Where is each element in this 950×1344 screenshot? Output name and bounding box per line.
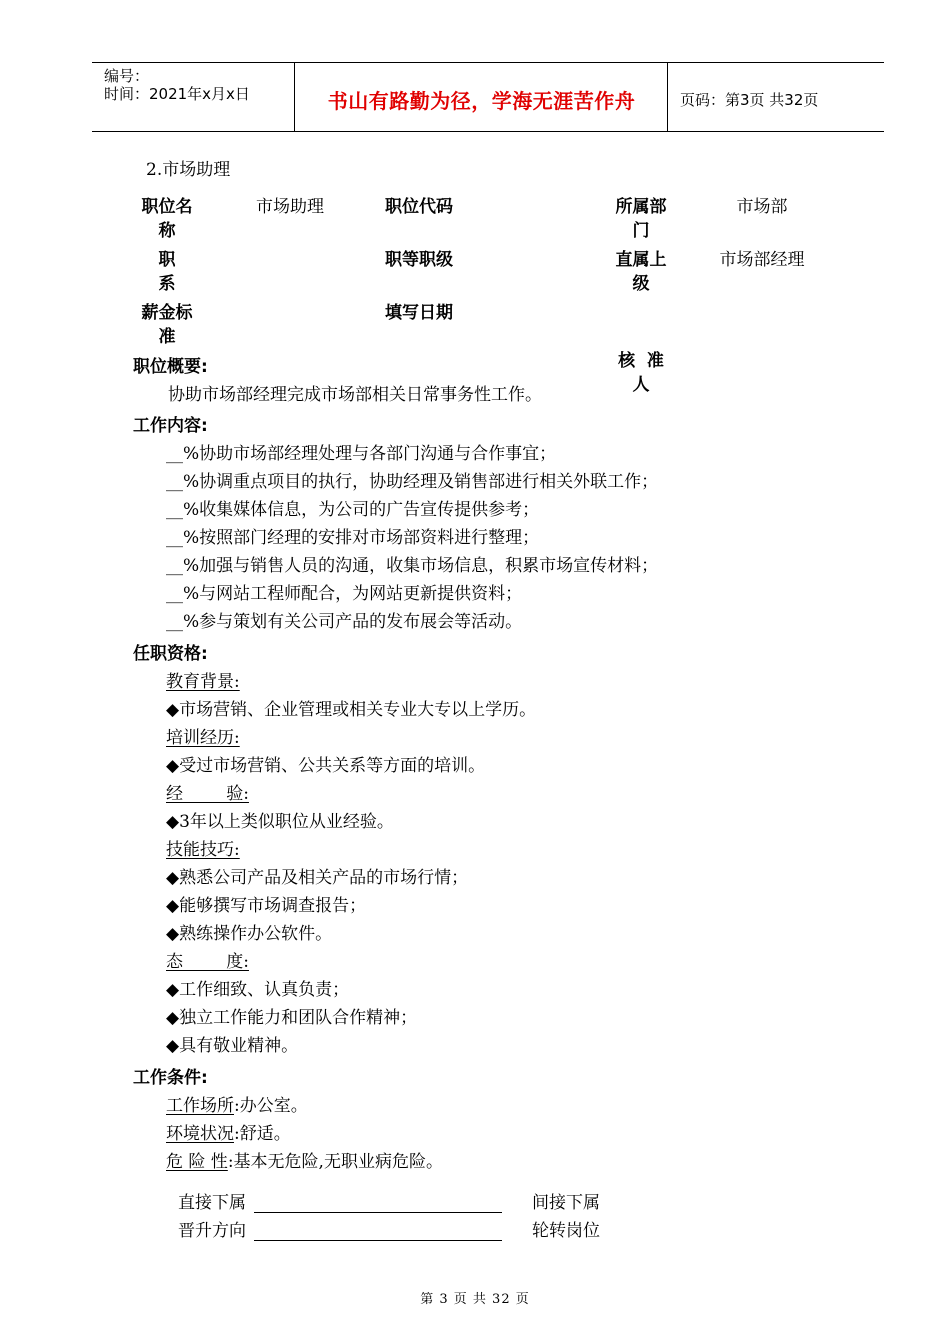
- section-title: 2.市场助理: [146, 160, 231, 180]
- direct-subordinate-label: 直接下属: [178, 1193, 246, 1213]
- work-item: __%加强与销售人员的沟通，收集市场信息，积累市场宣传材料；: [166, 556, 659, 576]
- condition-environment: 环境状况:舒适。: [166, 1124, 291, 1144]
- work-item: __%协调重点项目的执行，协助经理及销售部进行相关外联工作；: [166, 472, 659, 492]
- promotion-label: 晋升方向: [178, 1221, 246, 1241]
- label-salary: 薪金标 准: [141, 303, 193, 347]
- indirect-subordinate-label: 间接下属: [532, 1193, 600, 1213]
- education-item: ◆市场营销、企业管理或相关专业大专以上学历。: [166, 700, 537, 720]
- rotation-label: 轮转岗位: [532, 1221, 600, 1241]
- attitude-item: ◆独立工作能力和团队合作精神；: [166, 1008, 418, 1028]
- skill-item: ◆熟练操作办公软件。: [166, 924, 333, 944]
- label-supervisor: 直属上 级: [615, 250, 667, 294]
- work-heading: 工作内容:: [133, 416, 208, 436]
- skill-item: ◆能够撰写市场调查报告；: [166, 896, 367, 916]
- work-item: __%协助市场部经理处理与各部门沟通与合作事宜；: [166, 444, 557, 464]
- doc-number: 编号：: [104, 67, 150, 85]
- experience-item: ◆3年以上类似职位从业经验。: [166, 812, 394, 832]
- overview-text: 协助市场部经理完成市场部相关日常事务性工作。: [168, 385, 542, 405]
- overview-heading: 职位概要:: [133, 357, 208, 377]
- label-approver: 核 准 人: [618, 351, 664, 395]
- header-page-info: 页码：第3页 共32页: [680, 91, 819, 109]
- qualify-heading: 任职资格:: [133, 644, 208, 664]
- label-department: 所属部 门: [615, 197, 667, 241]
- label-job-family: 职 系: [158, 250, 176, 294]
- training-item: ◆受过市场营销、公共关系等方面的培训。: [166, 756, 486, 776]
- label-fill-date: 填写日期: [385, 303, 453, 323]
- condition-place: 工作场所:办公室。: [166, 1096, 308, 1116]
- experience-label: 经 验:: [166, 784, 249, 804]
- conditions-heading: 工作条件:: [133, 1068, 208, 1088]
- page-header: [92, 62, 884, 132]
- attitude-item: ◆具有敬业精神。: [166, 1036, 299, 1056]
- training-label: 培训经历:: [166, 728, 240, 748]
- work-item: __%参与策划有关公司产品的发布展会等活动。: [166, 612, 523, 632]
- attitude-label: 态 度:: [166, 952, 249, 972]
- skill-item: ◆熟悉公司产品及相关产品的市场行情；: [166, 868, 469, 888]
- value-position-name: 市场助理: [256, 197, 324, 217]
- direct-subordinate-field: [254, 1212, 502, 1213]
- header-motto: 书山有路勤为径，学海无涯苦作舟: [327, 89, 636, 113]
- work-item: __%与网站工程师配合，为网站更新提供资料；: [166, 584, 523, 604]
- value-supervisor: 市场部经理: [719, 250, 805, 270]
- work-item: __%按照部门经理的安排对市场部资料进行整理；: [166, 528, 540, 548]
- attitude-item: ◆工作细致、认真负责；: [166, 980, 350, 1000]
- label-position-code: 职位代码: [385, 197, 453, 217]
- education-label: 教育背景:: [166, 672, 240, 692]
- doc-time: 时间：2021年x月x日: [104, 85, 250, 103]
- label-position-name: 职位名 称: [141, 197, 193, 241]
- work-item: __%收集媒体信息，为公司的广告宣传提供参考；: [166, 500, 540, 520]
- condition-risk: 危 险 性:基本无危险,无职业病危险。: [166, 1152, 443, 1172]
- skills-label: 技能技巧:: [166, 840, 240, 860]
- promotion-field: [254, 1240, 502, 1241]
- value-department: 市场部: [736, 197, 788, 217]
- page-footer: 第 3 页 共 32 页: [420, 1292, 530, 1307]
- header-meta: [104, 67, 250, 103]
- label-job-grade: 职等职级: [385, 250, 453, 270]
